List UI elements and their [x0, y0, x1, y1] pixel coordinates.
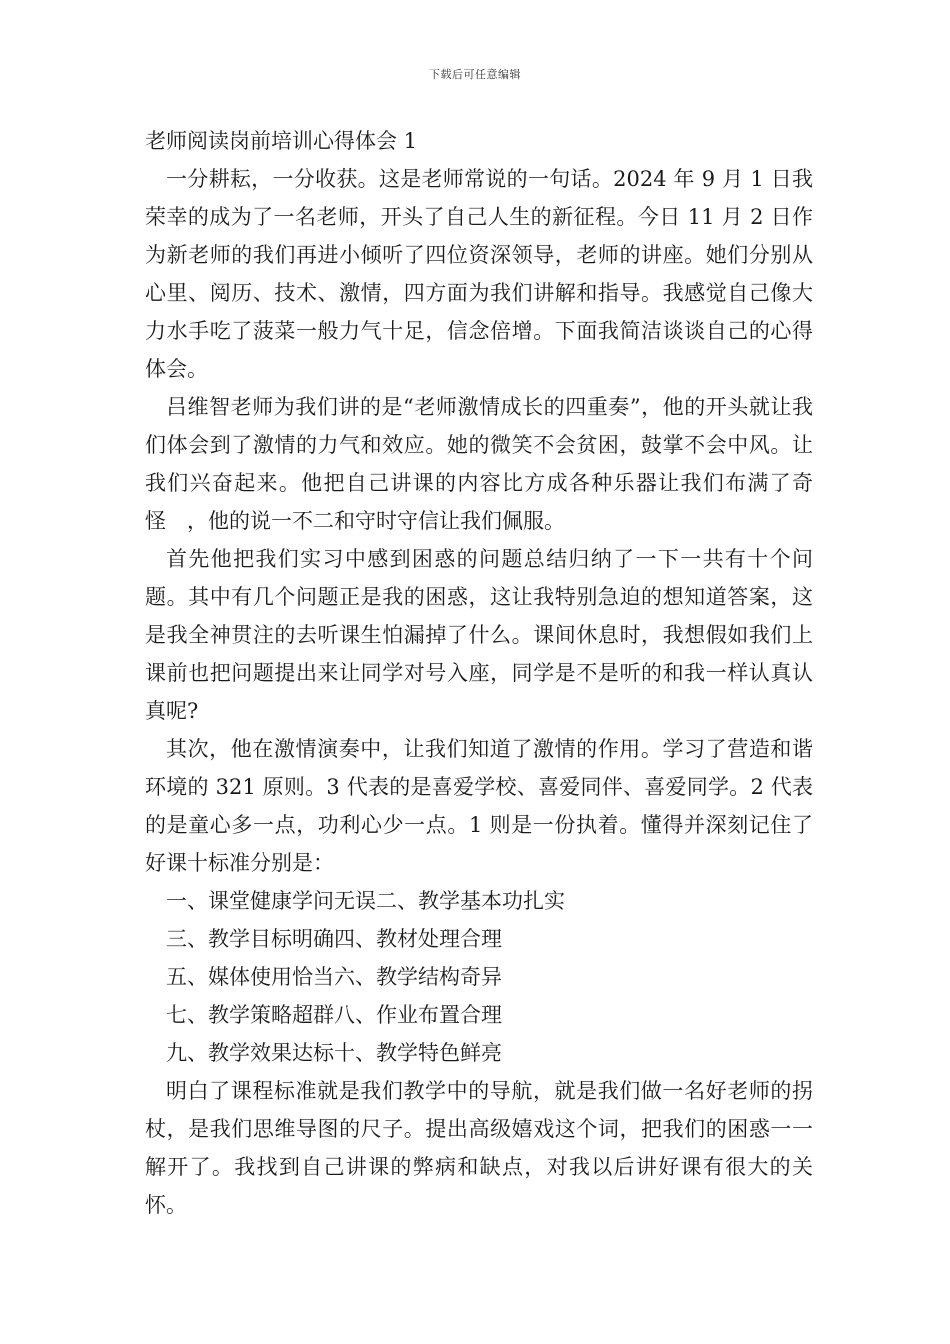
page-header: 下载后可任意编辑: [429, 68, 521, 81]
list-item: 九、教学效果达标十、教学特色鲜亮: [166, 1041, 502, 1065]
list-item: 七、教学策略超群八、作业布置合理: [166, 1003, 502, 1027]
standards-list: [145, 882, 813, 1072]
document-body: [145, 122, 813, 1224]
paragraph: 吕维智老师为我们讲的是“老师激情成长的四重奏”，他的开头就让我们体会到了激情的力气和效应。她的微笑不会贫困，鼓掌不会中风。让我们兴奋起来。他把自己讲课的内容比方成各种乐器让我们布满了奇怪 ，他的说一不二和守时守信让我们佩服。: [145, 395, 813, 533]
list-item: 一、课堂健康学问无误二、教学基本功扎实: [166, 889, 565, 913]
document-title: 老师阅读岗前培训心得体会 1: [145, 129, 418, 153]
list-item: 三、教学目标明确四、教材处理合理: [166, 927, 502, 951]
paragraph: 其次，他在激情演奏中，让我们知道了激情的作用。学习了营造和谐环境的 321 原则。3 代表的是喜爱学校、喜爱同伴、喜爱同学。2 代表的是童心多一点，功利心少一点。1 则是一份执着。懂得并深刻记住了好课十标准分别是：: [145, 737, 813, 875]
list-item: 五、媒体使用恰当六、教学结构奇异: [166, 965, 502, 989]
paragraph: 首先他把我们实习中感到困惑的问题总结归纳了一下一共有十个问题。其中有几个问题正是我的困惑，这让我特别急迫的想知道答案，这是我全神贯注的去听课生怕漏掉了什么。课间休息时，我想假如我们上课前也把问题提出来让同学对号入座，同学是不是听的和我一样认真认真呢?: [145, 547, 813, 723]
paragraph: 明白了课程标准就是我们教学中的导航，就是我们做一名好老师的拐杖，是我们思维导图的尺子。提出高级嬉戏这个词，把我们的困惑一一解开了。我找到自己讲课的弊病和缺点，对我以后讲好课有很大的关怀。: [145, 1079, 813, 1217]
paragraph: 一分耕耘，一分收获。这是老师常说的一句话。2024 年 9 月 1 日我荣幸的成为了一名老师，开头了自己人生的新征程。今日 11 月 2 日作为新老师的我们再进小倾听了四位资深领导，老师的讲座。她们分别从心里、阅历、技术、激情，四方面为我们讲解和指导。我感觉自己像大力水手吃了菠菜一般力气十足，信念倍增。下面我简洁谈谈自己的心得体会。: [145, 167, 813, 381]
